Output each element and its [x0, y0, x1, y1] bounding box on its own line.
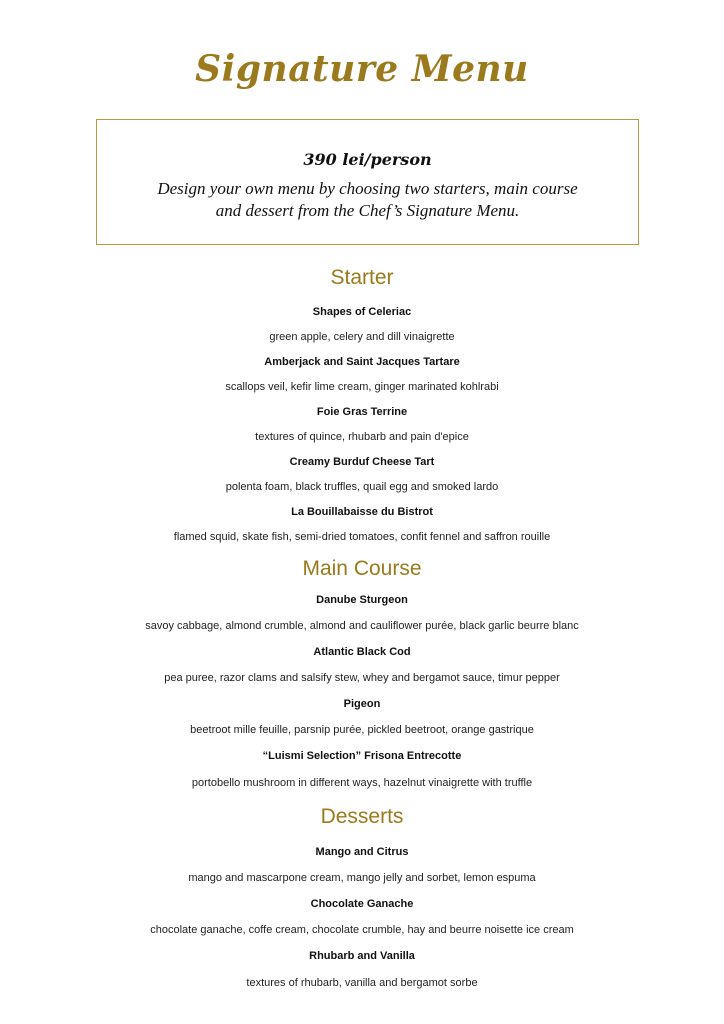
dish-name: Shapes of Celeriac [312, 306, 412, 318]
dish-name: Mango and Citrus [315, 846, 409, 858]
price-description-line: and dessert from the Chef’s Signature Menu. [215, 201, 520, 220]
dish-name: Atlantic Black Cod [313, 646, 411, 658]
dish-name: Chocolate Ganache [310, 898, 414, 910]
dish-description: polenta foam, black truffles, quail egg and smoked lardo [225, 481, 499, 493]
price-box [96, 119, 639, 245]
dish-description: green apple, celery and dill vinaigrette [269, 331, 455, 343]
dish-description: portobello mushroom in different ways, hazelnut vinaigrette with truffle [191, 777, 533, 789]
dish-description: pea puree, razor clams and salsify stew, whey and bergamot sauce, timur pepper [164, 672, 560, 684]
dish-description: textures of quince, rhubarb and pain d'epice [255, 431, 469, 443]
dish-name: Rhubarb and Vanilla [309, 950, 415, 962]
dish-name: Creamy Burduf Cheese Tart [289, 456, 435, 468]
dish-name: Foie Gras Terrine [316, 406, 408, 418]
menu-title: Signature Menu [195, 48, 529, 90]
price-description [97, 178, 638, 222]
dish-name: La Bouillabaisse du Bistrot [291, 506, 433, 518]
dish-description: flamed squid, skate fish, semi-dried tomatoes, confit fennel and saffron rouille [173, 531, 551, 543]
dish-description: scallops veil, kefir lime cream, ginger marinated kohlrabi [225, 381, 499, 393]
price-per-person: 390 lei/person [303, 150, 432, 169]
dish-description: textures of rhubarb, vanilla and bergamot sorbe [246, 977, 478, 989]
dish-name: Danube Sturgeon [316, 594, 408, 606]
dish-name: Amberjack and Saint Jacques Tartare [264, 356, 460, 368]
dish-description: savoy cabbage, almond crumble, almond and cauliflower purée, black garlic beurre blanc [145, 620, 579, 632]
dish-name: Pigeon [343, 698, 381, 710]
section-title-starter: Starter [330, 266, 394, 289]
dish-description: mango and mascarpone cream, mango jelly and sorbet, lemon espuma [188, 872, 536, 884]
section-title-main-course: Main Course [302, 557, 422, 580]
dish-name: “Luismi Selection” Frisona Entrecotte [262, 750, 462, 762]
dish-description: chocolate ganache, coffe cream, chocolate crumble, hay and beurre noisette ice cream [150, 924, 574, 936]
dish-description: beetroot mille feuille, parsnip purée, pickled beetroot, orange gastrique [190, 724, 534, 736]
section-title-desserts: Desserts [320, 805, 404, 828]
price-description-line: Design your own menu by choosing two starters, main course [157, 179, 578, 198]
